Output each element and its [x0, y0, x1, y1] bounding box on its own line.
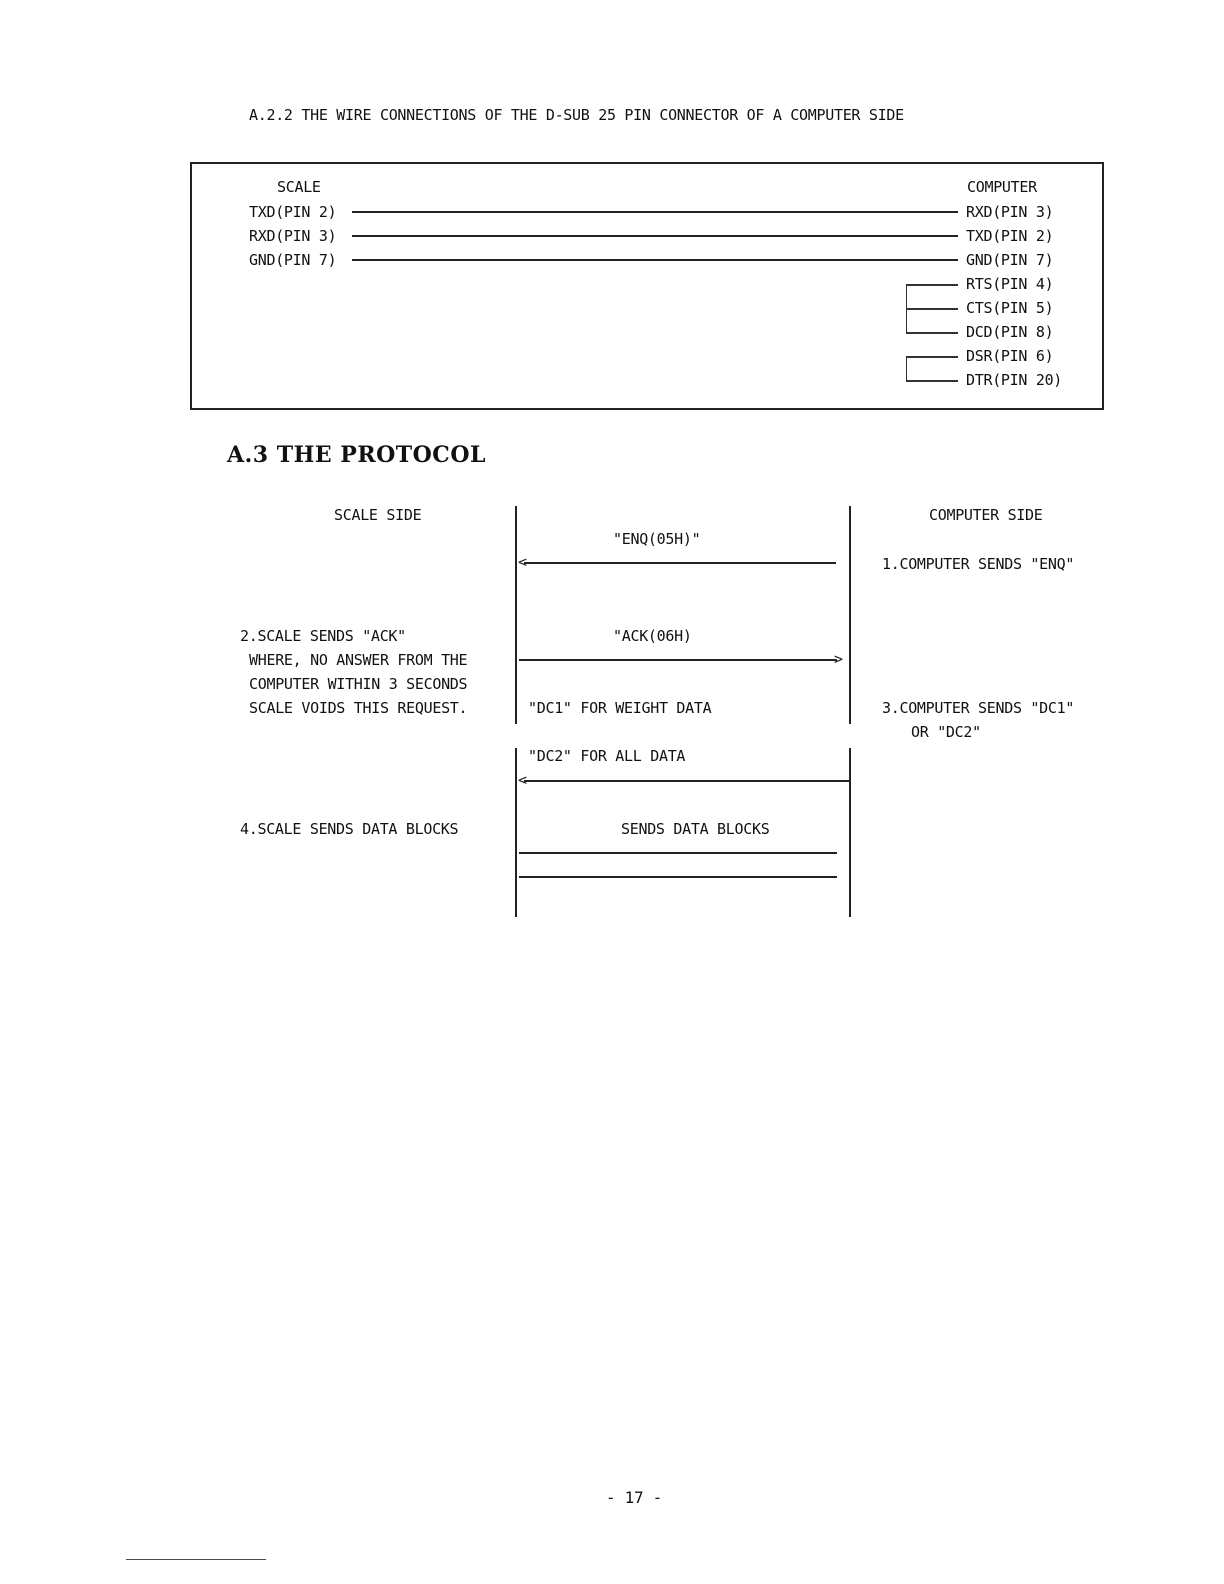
jumper-cts: [906, 308, 958, 310]
computer-pin-dtr: DTR(PIN 20): [966, 371, 1063, 389]
page-number: - 17 -: [606, 1488, 662, 1507]
step2-scale-sends-ack: 2.SCALE SENDS "ACK": [240, 627, 406, 645]
step1-computer-sends-enq: 1.COMPUTER SENDS "ENQ": [882, 555, 1075, 573]
enq-arrow-left-icon: <: [518, 553, 528, 571]
jumper-rts: [906, 284, 958, 286]
computer-pin-cts: CTS(PIN 5): [966, 299, 1054, 317]
scale-timeline-lower: [515, 748, 517, 917]
step4-scale-sends-data-blocks: 4.SCALE SENDS DATA BLOCKS: [240, 820, 459, 838]
computer-timeline-upper: [849, 506, 851, 724]
data-block-line-2: [519, 876, 837, 878]
jumper-dsr-dtr-vertical: [906, 356, 907, 381]
computer-pin-rts: RTS(PIN 4): [966, 275, 1054, 293]
scale-side-label: SCALE SIDE: [334, 506, 422, 524]
computer-side-label: COMPUTER SIDE: [929, 506, 1043, 524]
jumper-dtr: [906, 380, 958, 382]
data-blocks-message: SENDS DATA BLOCKS: [621, 820, 770, 838]
computer-pin-txd: TXD(PIN 2): [966, 227, 1054, 245]
computer-pin-dsr: DSR(PIN 6): [966, 347, 1054, 365]
wire-gnd-gnd: [352, 259, 958, 261]
dc-arrow-left-icon: <: [518, 771, 528, 789]
dc-arrow-line: [524, 780, 850, 782]
scale-pin-gnd: GND(PIN 7): [249, 251, 337, 269]
wire-rxd-txd: [352, 235, 958, 237]
scale-header: SCALE: [277, 178, 321, 196]
ack-message: "ACK(06H): [613, 627, 692, 645]
computer-header: COMPUTER: [967, 178, 1037, 196]
step3-or-dc2: OR "DC2": [911, 723, 981, 741]
scale-pin-txd: TXD(PIN 2): [249, 203, 337, 221]
scale-timeline-upper: [515, 506, 517, 724]
data-block-line-1: [519, 852, 837, 854]
step2-note-line2: COMPUTER WITHIN 3 SECONDS: [249, 675, 468, 693]
step2-note-line3: SCALE VOIDS THIS REQUEST.: [249, 699, 468, 717]
step3-computer-sends-dc1: 3.COMPUTER SENDS "DC1": [882, 699, 1075, 717]
enq-arrow-line: [524, 562, 836, 564]
ack-arrow-right-icon: >: [834, 650, 844, 668]
jumper-dsr: [906, 356, 958, 358]
step2-note-line1: WHERE, NO ANSWER FROM THE: [249, 651, 468, 669]
wire-txd-rxd: [352, 211, 958, 213]
computer-pin-gnd: GND(PIN 7): [966, 251, 1054, 269]
dc1-message: "DC1" FOR WEIGHT DATA: [528, 699, 712, 717]
ack-arrow-line: [519, 659, 837, 661]
section-title-a3: A.3 THE PROTOCOL: [227, 442, 486, 468]
footer-rule: [126, 1559, 266, 1560]
computer-timeline-lower: [849, 748, 851, 917]
jumper-dcd: [906, 332, 958, 334]
enq-message: "ENQ(05H)": [613, 530, 701, 548]
dc2-message: "DC2" FOR ALL DATA: [528, 747, 686, 765]
section-heading-a22: A.2.2 THE WIRE CONNECTIONS OF THE D-SUB 25 PIN CONNECTOR OF A COMPUTER SIDE: [249, 106, 904, 124]
scale-pin-rxd: RXD(PIN 3): [249, 227, 337, 245]
computer-pin-dcd: DCD(PIN 8): [966, 323, 1054, 341]
computer-pin-rxd: RXD(PIN 3): [966, 203, 1054, 221]
